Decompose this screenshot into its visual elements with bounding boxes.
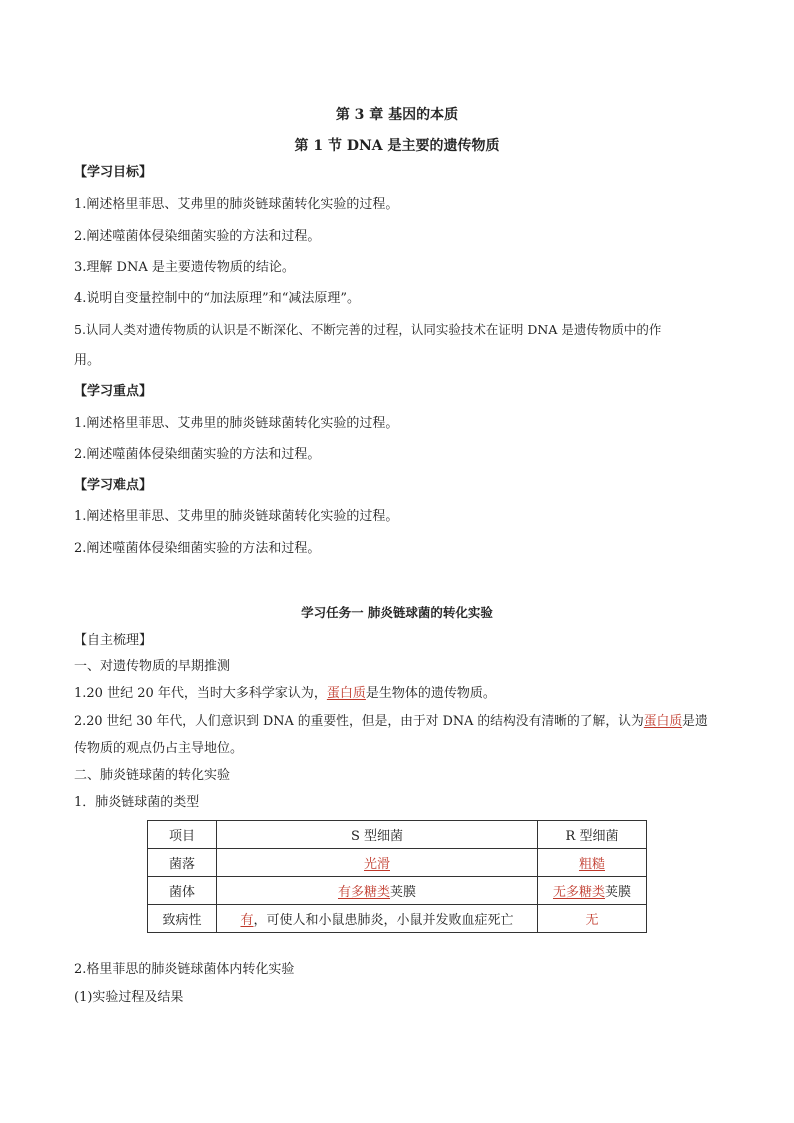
table-cell: 菌落 — [148, 849, 217, 877]
early-guess-line-3: 传物质的观点仍占主导地位。 — [74, 741, 244, 756]
table-cell — [217, 849, 538, 877]
table-row — [148, 821, 647, 849]
answer-blank: 无多糖类 — [552, 885, 605, 900]
objective-item: 3.理解 DNA 是主要遗传物质的结论。 — [74, 260, 295, 275]
table-cell — [538, 905, 647, 933]
table-cell: R 型细菌 — [538, 821, 647, 849]
answer-blank: 无 — [585, 913, 599, 928]
key-point-item: 2.阐述噬菌体侵染细菌实验的方法和过程。 — [74, 447, 321, 462]
table-cell: 项目 — [148, 821, 217, 849]
difficulties-heading: 【学习难点】 — [74, 478, 153, 493]
answer-blank: 粗糙 — [578, 857, 605, 872]
objective-item: 4.说明自变量控制中的“加法原理”和“减法原理”。 — [74, 291, 360, 306]
objective-item: 5.认同人类对遗传物质的认识是不断深化、不断完善的过程，认同实验技术在证明 DNA 是遗传物质中的作 — [74, 322, 662, 337]
line-text: 1.20 世纪 20 年代，当时大多科学家认为， — [74, 686, 327, 701]
table-row — [148, 849, 647, 877]
types-heading: 1．肺炎链球菌的类型 — [74, 795, 200, 810]
part2-heading: 二、肺炎链球菌的转化实验 — [74, 768, 231, 783]
key-point-item: 1.阐述格里菲思、艾弗里的肺炎链球菌转化实验的过程。 — [74, 416, 399, 431]
line-text: 2.20 世纪 30 年代，人们意识到 DNA 的重要性，但是，由于对 DNA 的结构没有清晰的了解，认为 — [74, 714, 644, 729]
cell-text: 荚膜 — [605, 885, 632, 900]
line-text: 是遗 — [682, 714, 708, 729]
self-review-heading: 【自主梳理】 — [74, 633, 153, 648]
table-row — [148, 877, 647, 905]
cell-text: 荚膜 — [390, 885, 417, 900]
table-cell — [538, 849, 647, 877]
table-cell: 致病性 — [148, 905, 217, 933]
objective-item: 2.阐述噬菌体侵染细菌实验的方法和过程。 — [74, 229, 321, 244]
objectives-heading: 【学习目标】 — [74, 165, 153, 180]
cell-text: ，可使人和小鼠患肺炎，小鼠并发败血症死亡 — [253, 913, 514, 928]
answer-blank: 蛋白质 — [643, 714, 683, 729]
answer-blank: 光滑 — [363, 857, 390, 872]
section-title: 第 1 节 DNA 是主要的遗传物质 — [294, 138, 500, 154]
early-guess-line-2 — [74, 714, 708, 730]
griffith-heading: 2.格里菲思的肺炎链球菌体内转化实验 — [74, 962, 295, 977]
griffith-subheading: (1)实验过程及结果 — [74, 990, 184, 1005]
difficulty-item: 1.阐述格里菲思、艾弗里的肺炎链球菌转化实验的过程。 — [74, 509, 399, 524]
answer-blank: 有 — [240, 913, 254, 928]
table-cell — [538, 877, 647, 905]
answer-blank: 有多糖类 — [337, 885, 390, 900]
line-text: 是生物体的遗传物质。 — [365, 686, 496, 701]
table-row — [148, 905, 647, 933]
objective-item: 1.阐述格里菲思、艾弗里的肺炎链球菌转化实验的过程。 — [74, 197, 399, 212]
table-cell: 菌体 — [148, 877, 217, 905]
table-cell: S 型细菌 — [217, 821, 538, 849]
chapter-title: 第 3 章 基因的本质 — [335, 107, 459, 123]
early-guess-line-1 — [74, 686, 496, 702]
objective-item: 用。 — [74, 353, 101, 368]
task1-title: 学习任务一 肺炎链球菌的转化实验 — [301, 605, 493, 620]
table-cell — [217, 905, 538, 933]
difficulty-item: 2.阐述噬菌体侵染细菌实验的方法和过程。 — [74, 541, 321, 556]
part1-heading: 一、对遗传物质的早期推测 — [74, 659, 231, 674]
bacteria-types-table — [147, 820, 647, 933]
key-points-heading: 【学习重点】 — [74, 384, 153, 399]
table-cell — [217, 877, 538, 905]
answer-blank: 蛋白质 — [326, 686, 366, 701]
